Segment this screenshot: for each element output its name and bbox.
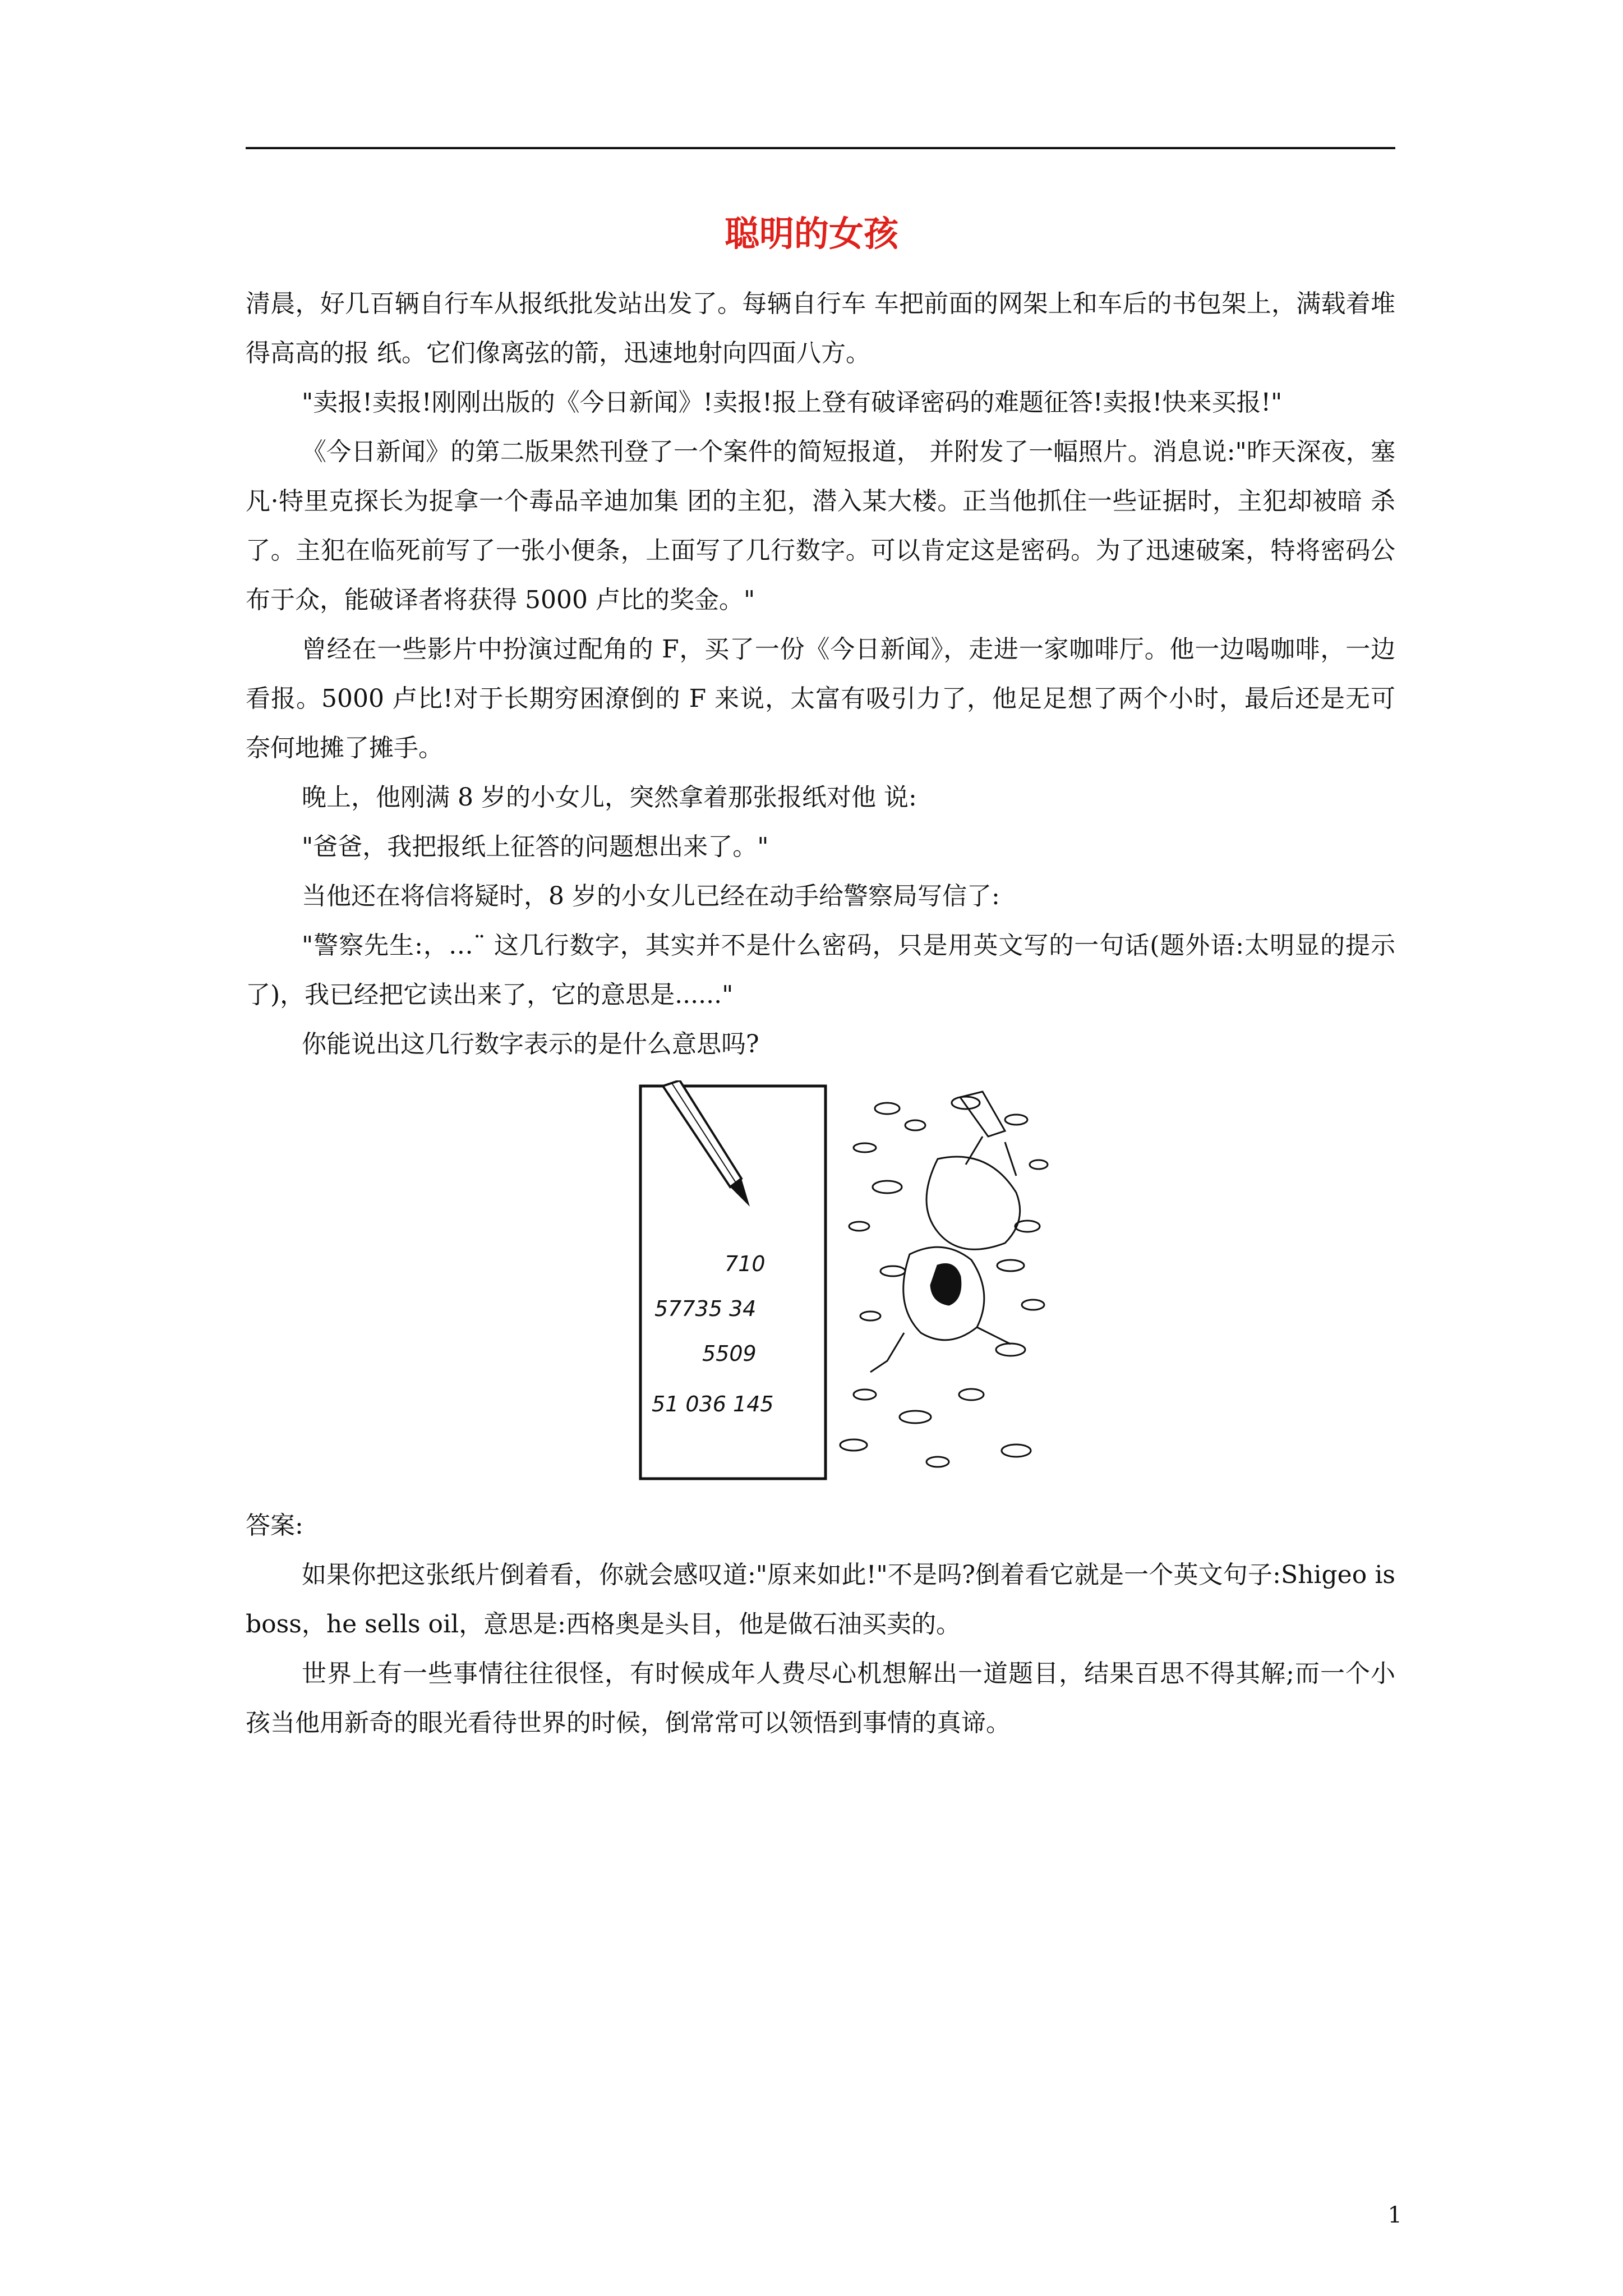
document-body [246,279,1395,1748]
answer-label: 答案: [246,1511,303,1540]
paragraph: 当他还在将信将疑时，8 岁的小女儿已经在动手给警察局写信了: [302,882,1000,910]
figure-number-line: 5509 [702,1341,757,1366]
paragraph: 《今日新闻》的第二版果然刊登了一个案件的简短报道， 并附发了一幅照片。消息说:"昨天深夜，塞凡·特里克探长为捉拿一个毒品辛迪加集 团的主犯，潜入某大楼。正当他抓住一些证据时，主犯却被暗 杀了。主犯在临死前写了一张小便条，上面写了几行数字。可以肯定这是密码。为了迅速破案，特将密码公布于众，能破译者将获得 5000 卢比的奖金。" [246,438,1395,614]
fallen-man-illustration [840,1092,1048,1467]
paragraph: 清晨，好几百辆自行车从报纸批发站出发了。每辆自行车 车把前面的网架上和车后的书包架上，满载着堆得高高的报 纸。它们像离弦的箭，迅速地射向四面八方。 [246,289,1395,367]
document-title: 聪明的女孩 [724,213,898,254]
figure-number-line: 51 036 145 [652,1392,774,1416]
figure-number-line: 710 [725,1251,766,1276]
paragraph: "爸爸，我把报纸上征答的问题想出来了。" [302,832,769,861]
paragraph: 晚上，他刚满 8 岁的小女儿，突然拿着那张报纸对他 说: [302,783,917,812]
paragraph: "警察先生:，…¨ 这几行数字，其实并不是什么密码，只是用英文写的一句话(题外语:太明显的提示了)，我已经把它读出来了，它的意思是......" [246,931,1395,1009]
header-rule [246,147,1395,149]
paragraph: 你能说出这几行数字表示的是什么意思吗? [302,1030,759,1059]
note-paper [640,1086,826,1479]
page-number: 1 [1387,2202,1402,2228]
paragraph: "卖报!卖报!刚刚出版的《今日新闻》!卖报!报上登有破译密码的难题征答!卖报!快来买报!" [302,388,1283,417]
figure-number-line: 57735 34 [654,1296,757,1321]
illustration [624,1080,1050,1484]
answer-paragraph: 世界上有一些事情往往很怪，有时候成年人费尽心机想解出一道题目，结果百思不得其解;而一个小孩当他用新奇的眼光看待世界的时候，倒常常可以领悟到事情的真谛。 [246,1659,1395,1737]
illustration-slot [246,1069,1395,1501]
paragraph: 曾经在一些影片中扮演过配角的 F，买了一份《今日新闻》，走进一家咖啡厅。他一边喝咖啡，一边看报。5000 卢比!对于长期穷困潦倒的 F 来说，太富有吸引力了，他足足想了两个小时，最后还是无可奈何地摊了摊手。 [246,635,1395,762]
answer-paragraph: 如果你把这张纸片倒着看，你就会感叹道:"原来如此!"不是吗?倒着看它就是一个英文句子:Shigeo is boss，he sells oil，意思是:西格奥是头目，他是做石油买卖的。 [246,1561,1395,1639]
